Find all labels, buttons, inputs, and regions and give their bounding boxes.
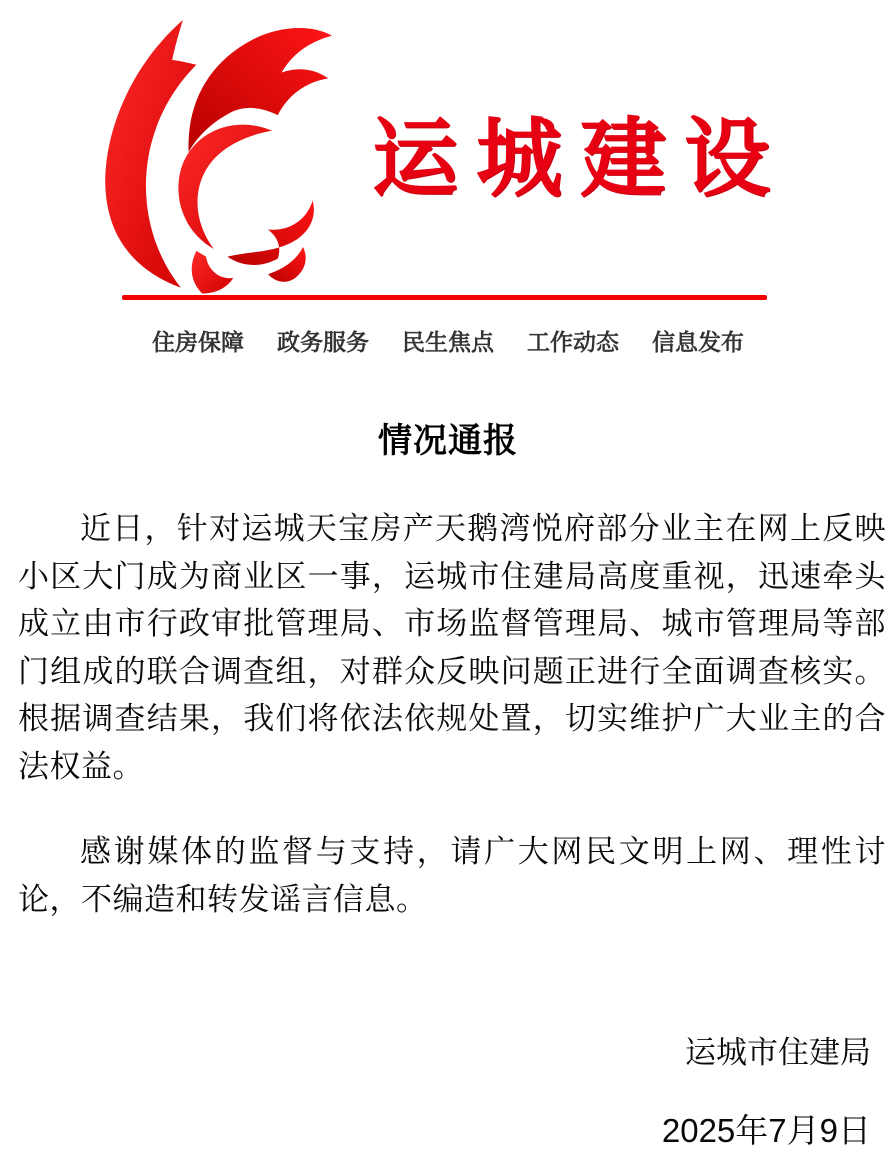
phoenix-logo-icon bbox=[82, 6, 334, 298]
notice-body bbox=[0, 505, 896, 923]
notice-paragraph-1: 近日，针对运城天宝房产天鹅湾悦府部分业主在网上反映小区大门成为商业区一事，运城市住建局高度重视，迅速牵头成立由市行政审批管理局、市场监督管理局、城市管理局等部门组成的联合调查组，对群众反映问题正进行全面调查核实。根据调查结果，我们将依法依规处置，切实维护广大业主的合法权益。 bbox=[18, 511, 886, 784]
nav-item-information-release[interactable]: 信息发布 bbox=[652, 329, 744, 355]
nav-item-work-updates[interactable]: 工作动态 bbox=[527, 329, 619, 355]
nav-item-government-services[interactable]: 政务服务 bbox=[277, 329, 369, 355]
notice-paragraph-2: 感谢媒体的监督与支持，请广大网民文明上网、理性讨论，不编造和转发谣言信息。 bbox=[18, 834, 886, 917]
nav-item-livelihood-focus[interactable]: 民生焦点 bbox=[402, 329, 494, 355]
notice-signature: 运城市住建局 bbox=[685, 1035, 871, 1070]
page-header bbox=[0, 0, 896, 318]
nav-item-housing-security[interactable]: 住房保障 bbox=[152, 329, 244, 355]
notice-title: 情况通报 bbox=[378, 422, 518, 460]
nav-bar bbox=[0, 327, 896, 357]
red-divider-line bbox=[122, 295, 767, 300]
brand-calligraphy: 运城建设 bbox=[372, 111, 788, 207]
notice-date: 2025年7月9日 bbox=[661, 1112, 871, 1149]
